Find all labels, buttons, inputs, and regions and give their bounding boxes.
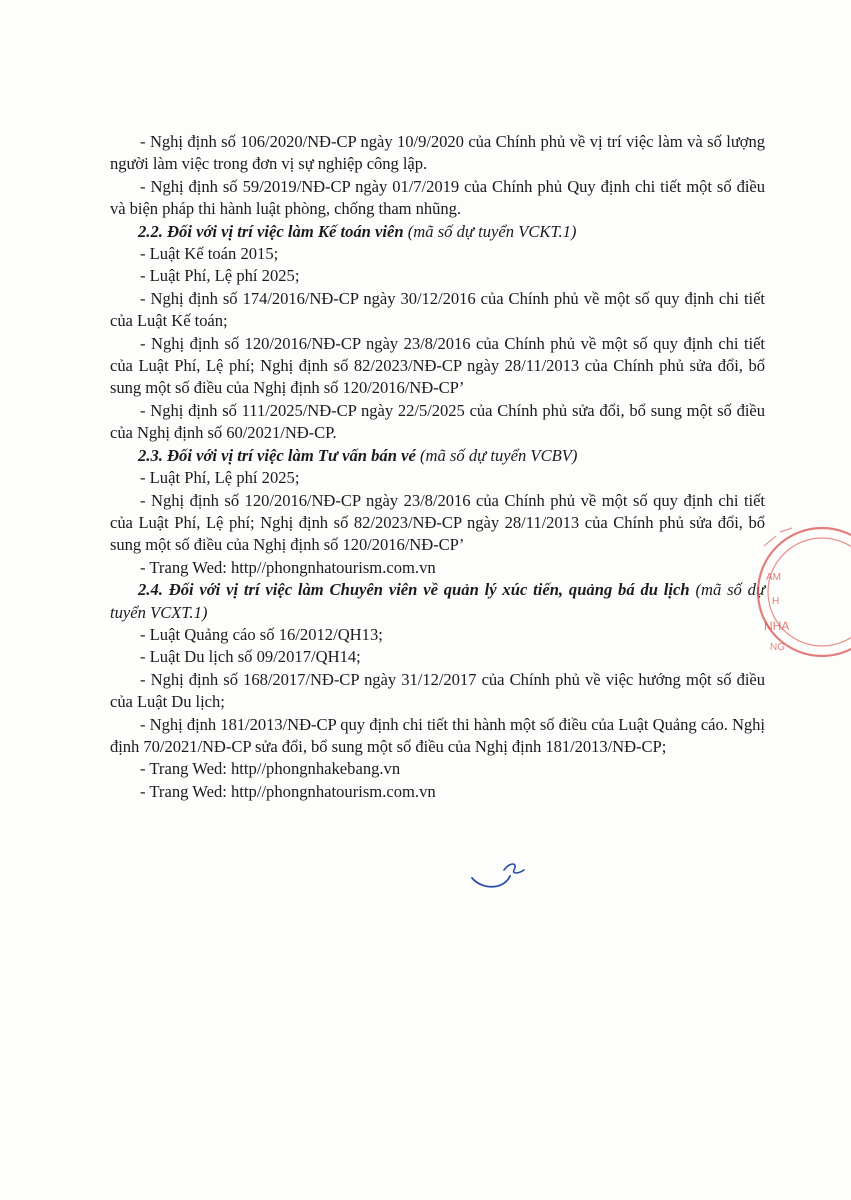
list-item: - Trang Wed: http//phongnhatourism.com.vn [140,557,436,577]
list-item: - Nghị định số 111/2025/NĐ-CP ngày 22/5/2025 của Chính phủ sửa đổi, bổ sung một số điều của Nghị định số 60/2021/NĐ-CP. [110,400,765,443]
signature-stroke [504,864,524,873]
seal-text-line: AM [766,572,781,583]
section-2-4-title: 2.4. Đối với vị trí việc làm Chuyên viên về quản lý xúc tiến, quảng bá du lịch [138,580,690,600]
section-2-3-title: 2.3. Đối với vị trí việc làm Tư vấn bán vé [138,445,416,465]
list-item: - Luật Phí, Lệ phí 2025; [140,468,300,488]
section-2-3-heading [110,445,765,467]
section-2-4-heading [110,579,765,624]
signature-graphic [470,852,530,892]
seal-text-line: NG [770,642,785,653]
section-2-2-code: (mã số dự tuyển VCKT.1) [407,221,577,241]
seal-text-line: NHA [764,619,790,633]
list-item: - Luật Du lịch số 09/2017/QH14; [140,647,361,667]
paragraph-decree-106: - Nghị định số 106/2020/NĐ-CP ngày 10/9/2020 của Chính phủ về vị trí việc làm và số lượng người làm việc trong đơn vị sự nghiệp công lập. [110,132,765,174]
seal-text-line: H [772,596,780,607]
list-item: - Nghị định số 120/2016/NĐ-CP ngày 23/8/2016 của Chính phủ về một số quy định chi tiết của Luật Phí, Lệ phí; Nghị định số 82/2023/NĐ-CP ngày 28/11/2013 của Chính phủ sửa đổi, bổ sung một số điều của Nghị định số 120/2016/NĐ-CP’ [110,490,765,555]
list-item: - Luật Quảng cáo số 16/2012/QH13; [140,624,383,644]
signature-stroke [472,876,510,887]
document-body [110,131,765,803]
seal-outer-ring [758,528,851,656]
list-item: - Nghị định số 168/2017/NĐ-CP ngày 31/12/2017 của Chính phủ về việc hướng một số điều của Luật Du lịch; [110,669,765,712]
section-2-2-heading [110,221,765,243]
list-item: - Nghị định 181/2013/NĐ-CP quy định chi tiết thi hành một số điều của Luật Quảng cáo. Nghị định 70/2021/NĐ-CP sửa đổi, bổ sung một số điều của Nghị định 181/2013/NĐ-CP; [110,714,765,756]
list-item: - Luật Kế toán 2015; [140,244,279,264]
section-2-2-title: 2.2. Đối với vị trí việc làm Kế toán viên [138,221,404,241]
paragraph-decree-59: - Nghị định số 59/2019/NĐ-CP ngày 01/7/2019 của Chính phủ Quy định chi tiết một số điều và biện pháp thi hành luật phòng, chống tham nhũng. [110,176,765,219]
section-2-4-code: (mã số dự tuyển VCXT.1) [110,580,765,622]
signature-mark [470,852,530,892]
section-2-3-code: (mã số dự tuyển VCBV) [420,445,578,465]
seal-graphic [740,522,851,662]
list-item: - Trang Wed: http//phongnhakebang.vn [140,759,401,779]
list-item: - Trang Wed: http//phongnhatourism.com.vn [140,781,436,801]
list-item: - Luật Phí, Lệ phí 2025; [140,266,300,286]
red-seal-stamp [740,522,851,662]
list-item: - Nghị định số 120/2016/NĐ-CP ngày 23/8/2016 của Chính phủ về một số quy định chi tiết của Luật Phí, Lệ phí; Nghị định số 82/2023/NĐ-CP ngày 28/11/2013 của Chính phủ sửa đổi, bổ sung một số điều của Nghị định số 120/2016/NĐ-CP’ [110,333,765,398]
list-item: - Nghị định số 174/2016/NĐ-CP ngày 30/12/2016 của Chính phủ về một số quy định chi tiết của Luật Kế toán; [110,288,765,331]
